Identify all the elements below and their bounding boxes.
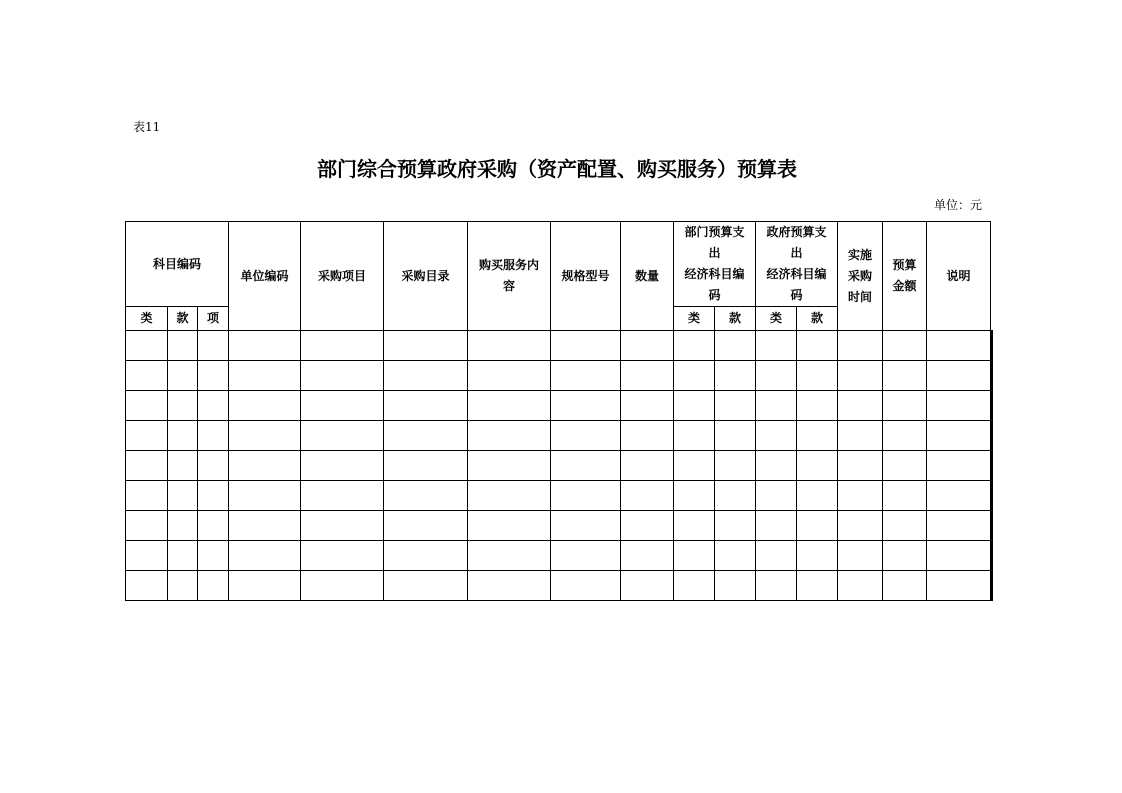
table-cell[interactable] [883,421,927,451]
table-cell[interactable] [301,571,384,601]
header-line: 采购 [847,268,872,283]
table-row [126,571,993,601]
table-cell[interactable] [797,541,838,571]
table-cell[interactable] [883,391,927,421]
table-cell[interactable] [797,511,838,541]
table-cell[interactable] [301,391,384,421]
table-cell[interactable] [229,421,301,451]
header-gov-economic-code [756,222,838,307]
table-cell[interactable] [756,451,797,481]
table-cell[interactable] [168,481,198,511]
table-cell[interactable] [674,451,715,481]
table-cell[interactable] [838,451,883,481]
table-cell[interactable] [229,481,301,511]
table-cell[interactable] [715,571,756,601]
table-cell[interactable] [551,541,621,571]
header-subject-xiang: 项 [198,307,229,331]
unit-note: 单位：元 [933,198,982,212]
table-cell[interactable] [126,571,168,601]
table-cell[interactable] [168,511,198,541]
header-subject-kuan: 款 [168,307,198,331]
table-cell[interactable] [301,541,384,571]
header-line: 政府预算支 [766,225,827,239]
header-purchase-item: 采购项目 [301,222,384,331]
table-cell[interactable] [715,421,756,451]
table-cell[interactable] [674,391,715,421]
header-quantity: 数量 [621,222,674,331]
header-line: 金额 [892,279,917,293]
table-cell[interactable] [927,541,991,571]
table-cell[interactable] [756,361,797,391]
table-cell[interactable] [229,541,301,571]
table-cell[interactable] [674,331,715,361]
table-cell[interactable] [301,421,384,451]
table-cell[interactable] [468,481,551,511]
table-cell[interactable] [301,361,384,391]
table-cell[interactable] [621,541,674,571]
table-cell[interactable] [756,511,797,541]
header-line: 经济科目编 [766,267,827,281]
table-cell[interactable] [797,391,838,421]
table-row [126,391,993,421]
table-cell[interactable] [992,361,993,391]
table-cell[interactable] [838,481,883,511]
table-cell[interactable] [715,451,756,481]
table-cell[interactable] [168,391,198,421]
table-cell[interactable] [198,511,229,541]
table-cell[interactable] [168,541,198,571]
table-cell[interactable] [198,541,229,571]
table-cell[interactable] [468,331,551,361]
table-cell[interactable] [551,571,621,601]
header-line: 码 [790,288,803,302]
table-row [126,421,993,451]
table-cell[interactable] [198,361,229,391]
table-cell[interactable] [621,571,674,601]
table-row [126,451,993,481]
table-cell[interactable] [883,331,927,361]
table-cell[interactable] [883,511,927,541]
table-cell[interactable] [384,391,468,421]
table-cell[interactable] [468,451,551,481]
table-cell[interactable] [126,391,168,421]
header-dept-lei: 类 [674,307,715,331]
table-cell[interactable] [229,331,301,361]
budget-table [125,221,993,601]
table-cell[interactable] [883,571,927,601]
table-row [126,541,993,571]
table-cell[interactable] [198,451,229,481]
table-cell[interactable] [838,571,883,601]
table-cell[interactable] [927,571,991,601]
table-cell[interactable] [927,481,991,511]
header-implementation-time [838,222,883,331]
table-cell[interactable] [126,421,168,451]
table-cell[interactable] [468,541,551,571]
table-cell[interactable] [756,571,797,601]
table-cell[interactable] [126,361,168,391]
table-cell[interactable] [838,331,883,361]
header-line: 部门预算支 [684,225,745,239]
table-cell[interactable] [992,541,993,571]
table-cell[interactable] [838,421,883,451]
table-cell[interactable] [198,571,229,601]
table-cell[interactable] [384,331,468,361]
table-cell[interactable] [301,511,384,541]
header-budget-amount [883,222,927,331]
table-body [126,331,993,601]
table-cell[interactable] [126,331,168,361]
table-cell[interactable] [797,421,838,451]
table-cell[interactable] [674,481,715,511]
table-cell[interactable] [992,571,993,601]
header-unit-code: 单位编码 [229,222,301,331]
table-cell[interactable] [229,451,301,481]
header-dept-economic-code [674,222,756,307]
table-cell[interactable] [621,361,674,391]
table-cell[interactable] [384,421,468,451]
table-cell[interactable] [992,481,993,511]
header-gov-kuan: 款 [797,307,838,331]
table-cell[interactable] [992,421,993,451]
table-cell[interactable] [838,391,883,421]
table-cell[interactable] [126,511,168,541]
table-cell[interactable] [551,331,621,361]
table-cell[interactable] [229,571,301,601]
header-line: 购买服务内 [478,258,539,272]
table-cell[interactable] [674,421,715,451]
table-row [126,481,993,511]
header-line: 实施 [847,247,872,262]
table-cell[interactable] [756,331,797,361]
table-row [126,331,993,361]
table-cell[interactable] [927,511,991,541]
table-cell[interactable] [126,481,168,511]
table-cell[interactable] [621,481,674,511]
table-cell[interactable] [883,361,927,391]
table-cell[interactable] [384,481,468,511]
table-cell[interactable] [838,361,883,391]
table-cell[interactable] [621,391,674,421]
table-cell[interactable] [468,391,551,421]
table-cell[interactable] [229,511,301,541]
table-cell[interactable] [168,451,198,481]
table-cell[interactable] [927,421,991,451]
table-cell[interactable] [927,331,991,361]
header-subject-lei: 类 [126,307,168,331]
page-title: 部门综合预算政府采购（资产配置、购买服务）预算表 [317,157,797,181]
table-cell[interactable] [674,571,715,601]
table-cell[interactable] [674,541,715,571]
table-cell[interactable] [992,331,993,361]
table-cell[interactable] [551,391,621,421]
header-line: 码 [708,288,721,302]
header-gov-lei: 类 [756,307,797,331]
table-cell[interactable] [756,421,797,451]
table-cell[interactable] [838,511,883,541]
table-cell[interactable] [992,511,993,541]
table-row [126,511,993,541]
table-cell[interactable] [797,481,838,511]
table-cell[interactable] [992,451,993,481]
table-cell[interactable] [168,421,198,451]
header-purchase-catalog: 采购目录 [384,222,468,331]
table-cell[interactable] [715,391,756,421]
header-line: 出 [708,246,721,260]
table-cell[interactable] [797,571,838,601]
header-line: 经济科目编 [684,267,745,281]
table-cell[interactable] [168,571,198,601]
header-subject-code: 科目编码 [126,222,229,307]
table-cell[interactable] [126,541,168,571]
table-cell[interactable] [468,511,551,541]
table-cell[interactable] [838,541,883,571]
table-cell[interactable] [756,541,797,571]
header-line: 出 [790,246,803,260]
table-cell[interactable] [126,451,168,481]
table-cell[interactable] [756,481,797,511]
table-number-label: 表11 [133,120,161,134]
table-cell[interactable] [468,361,551,391]
header-dept-kuan: 款 [715,307,756,331]
table-cell[interactable] [715,511,756,541]
table-cell[interactable] [621,421,674,451]
table-cell[interactable] [992,391,993,421]
table-cell[interactable] [883,481,927,511]
header-service-content [468,222,551,331]
table-cell[interactable] [198,391,229,421]
table-cell[interactable] [715,331,756,361]
header-spec-model: 规格型号 [551,222,621,331]
header-line: 预算 [892,258,917,272]
table-cell[interactable] [715,481,756,511]
table-cell[interactable] [551,421,621,451]
table-cell[interactable] [674,361,715,391]
table-cell[interactable] [301,451,384,481]
table-row [126,361,993,391]
table-cell[interactable] [301,481,384,511]
table-cell[interactable] [715,541,756,571]
table-cell[interactable] [468,421,551,451]
table-cell[interactable] [384,511,468,541]
table-cell[interactable] [715,361,756,391]
header-remarks: 说明 [927,222,991,331]
table-cell[interactable] [168,361,198,391]
table-cell[interactable] [756,391,797,421]
table-cell[interactable] [927,451,991,481]
table-cell[interactable] [797,331,838,361]
table-cell[interactable] [468,571,551,601]
table-cell[interactable] [198,331,229,361]
table-cell[interactable] [229,391,301,421]
table-cell[interactable] [621,451,674,481]
header-line: 时间 [847,289,872,304]
table-cell[interactable] [927,361,991,391]
table-cell[interactable] [551,451,621,481]
table-cell[interactable] [674,511,715,541]
table-cell[interactable] [551,361,621,391]
table-cell[interactable] [384,541,468,571]
header-line: 容 [502,279,515,293]
table-cell[interactable] [883,451,927,481]
table-cell[interactable] [301,331,384,361]
table-cell[interactable] [384,361,468,391]
table-cell[interactable] [621,511,674,541]
table-cell[interactable] [621,331,674,361]
table-cell[interactable] [198,481,229,511]
table-cell[interactable] [797,451,838,481]
table-cell[interactable] [551,481,621,511]
table-cell[interactable] [384,571,468,601]
table-cell[interactable] [927,391,991,421]
table-cell[interactable] [797,361,838,391]
table-cell[interactable] [551,511,621,541]
table-cell[interactable] [384,451,468,481]
table-cell[interactable] [883,541,927,571]
table-cell[interactable] [229,361,301,391]
table-cell[interactable] [168,331,198,361]
table-cell[interactable] [198,421,229,451]
